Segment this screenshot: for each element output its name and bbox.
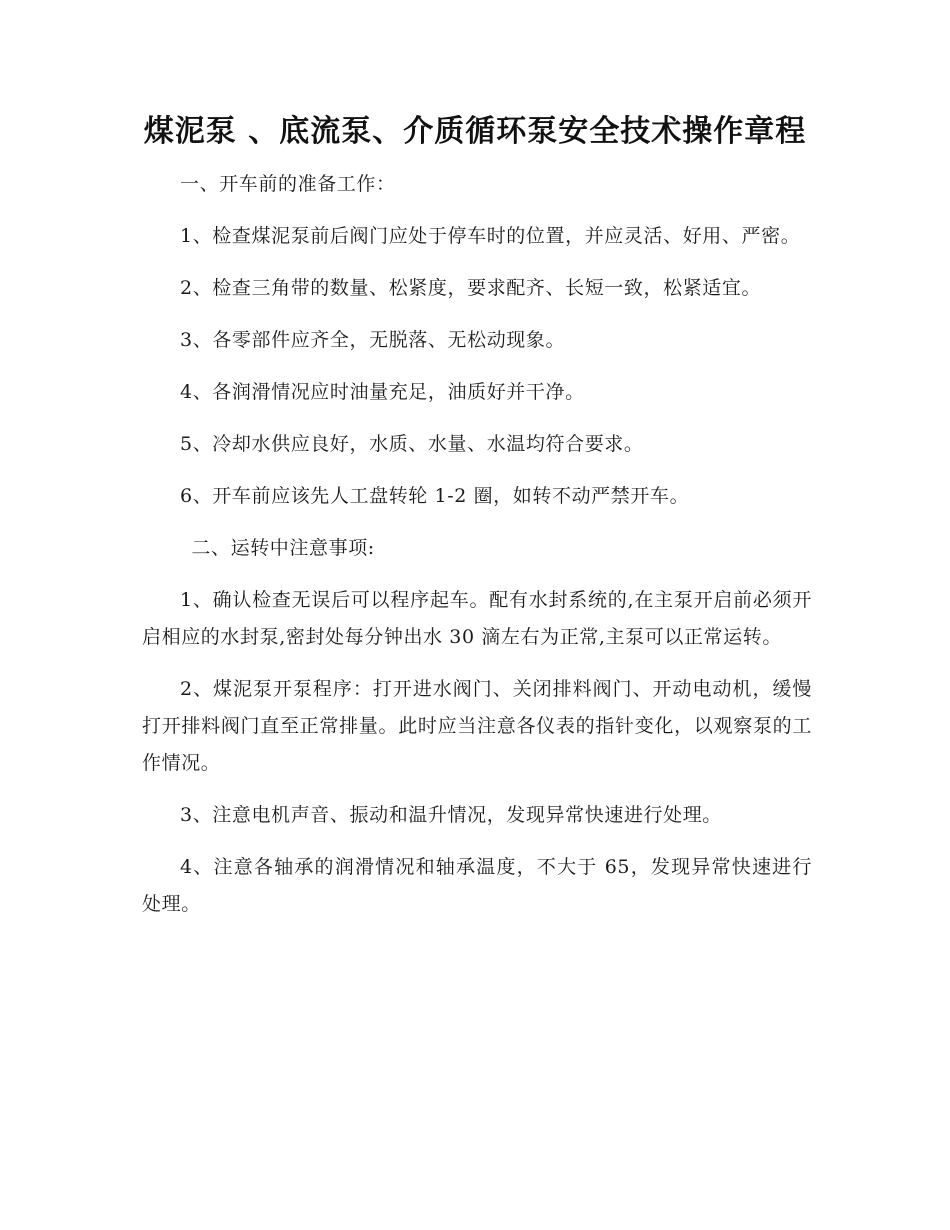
paragraph: 4、注意各轴承的润滑情况和轴承温度，不大于 65，发现异常快速进行处理。 (142, 856, 812, 915)
paragraph: 5、冷却水供应良好，水质、水量、水温均符合要求。 (180, 433, 644, 455)
paragraph: 3、各零部件应齐全，无脱落、无松动现象。 (180, 329, 566, 351)
paragraph: 3、注意电机声音、振动和温升情况，发现异常快速进行处理。 (180, 804, 722, 826)
section-heading-operation: 二、运转中注意事项: (191, 537, 375, 559)
paragraph: 1、确认检查无误后可以程序起车。配有水封系统的,在主泵开启前必须开启相应的水封泵,密封处每分钟出水 30 滴左右为正常,主泵可以正常运转。 (142, 589, 812, 648)
paragraph: 2、煤泥泵开泵程序：打开进水阀门、关闭排料阀门、开动电动机，缓慢打开排料阀门直至正常排量。此时应当注意各仪表的指针变化，以观察泵的工作情况。 (142, 678, 812, 774)
document-body (142, 166, 812, 938)
document-title: 煤泥泵 、底流泵、介质循环泵安全技术操作章程 (143, 114, 807, 149)
paragraph: 4、各润滑情况应时油量充足，油质好并干净。 (180, 381, 585, 403)
paragraph: 2、检查三角带的数量、松紧度，要求配齐、长短一致，松紧适宜。 (180, 277, 762, 299)
paragraph: 1、检查煤泥泵前后阀门应处于停车时的位置，并应灵活、好用、严密。 (180, 225, 801, 247)
paragraph: 6、开车前应该先人工盘转轮 1-2 圈，如转不动严禁开车。 (180, 485, 690, 507)
section-heading-preparation: 一、开车前的准备工作： (180, 173, 396, 195)
